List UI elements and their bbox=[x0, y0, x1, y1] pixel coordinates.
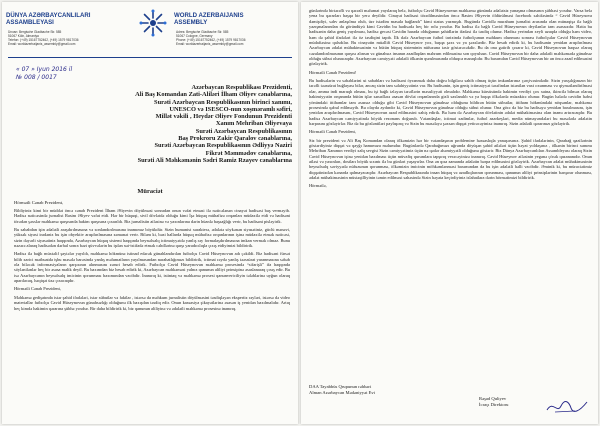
greeting: Hörmətli Cənab Prezident, bbox=[14, 200, 64, 205]
addressee-line: Surəti Azərbaycan Respublikasının bbox=[195, 127, 292, 135]
right-page bbox=[301, 2, 598, 424]
paragraph: Hörmətli Cənab Prezident, bbox=[14, 286, 61, 292]
addressee-line: UNESCO və ISESCO-nun xoşməramlı səfiri, bbox=[169, 105, 292, 113]
addressee-block bbox=[26, 84, 292, 164]
header-divider bbox=[8, 57, 292, 58]
addressee-line: Fikrət Məmmədov cənablarına, bbox=[205, 149, 292, 157]
addressee-line: Ali Baş Komandan Zati-Aliləri İlham Əliyev cənablarına, bbox=[135, 91, 292, 99]
signatory-right: Rəşad Quliyev İcraçı Direktoru bbox=[479, 396, 509, 407]
paragraph: Hadisə ilə bağlı müxtəlif şayiələr yayıldı, məhkəmə hökmünə istinad edərək günahlandırılan futbolçu Cavid Hüseynovun adı çəkildi. Biz hadisəni fürsət bilib xarici mətbuatda işbu məsələ barəsində yanlış məlumatların yayılmasından narahatlığımızı bildiririk, ictimai rəydə yanlış təəssürat yaranmasına səbəb ola biləcək informasiyaların qarşısının alınmasını zəruri hesab edirik. Futbolçu Cavid Hüseynovun məhkəmə prosesində “sifarişli” ifa haqqında söylənilənlər heç bir əsasa malik deyil. Bu baxımdan biz hesab edirik ki, Azərbaycan məhkəməsi yalnız qanunun aliliyi prinsipinə əsaslanaraq çıxış edir. Bu isə Azərbaycanın beynəlxalq imicinin qorunması baxımından vacibdir. İnanırıq ki, istintaq və məhkəmə prosesi qanunvericiliyin tələblərinə uyğun olaraq aparılacaq, həqiqət üzə çıxacaqdır. bbox=[14, 251, 290, 284]
paragraph: Hörmətli Cənab Prezident, bbox=[309, 129, 356, 135]
signatory-left: DAA Tayabbüs Qrupunun rəhbəri Alman Azərbaycan Mədəniyyət Evi bbox=[309, 384, 375, 395]
letter-heading: Müraciət bbox=[137, 188, 163, 195]
paragraph: günlərində birtərəfli və qərəzli məlumat yayılaraq belə, futbolçu Cavid Hüseynovun məhkəmə günündə ədalətsiz yanaşma olmasının şübhəsi yoxdur. Varsa belə yena bu qərarları başqa bir yerə deyildir. Cinayət hadisəsi törədilməsindən öncə Rasim Əliyevin öldürülməsi facebook səhifəsində “ Cavid Hüseynova dəmişdiyi, səhv anlaşılma olub, üzr istədim masala bağlandı” kimi status yazmışdı. Bugündə Cavidlə murahum jurnalist arasında olan münaqişə ilə bağlı yazışmalarından da göründüyü kimi Cavidin bu hadisədə heç bir rolu yoxdur. Bu hadisə ilə bağlı Cavid Hüseynovun deyilənlər tam əsassızdır. Hətta bu hadisənin daha geniş yayılması, hadisə gecəsi Cavidin harada olduğunun şahidlərin ifadəsi ilə təsdiq olunur. Hadisə yerindən xeyli uzaqda olduğu həm video, həm də şahid ifadələri ilə öz təsdiqini tapıb. İlk dəfə Azərbaycan futbol tarixində futbolçunun məhkum olunması sonrası futbolçular Cavid Hüseynovun müdafiəsinə qalxdılar. Bu cinayətin müəllifi Cavid Hüseynov yox, başqa şəxs və ya şəxslərdir. Biz hesab edirik ki, bu hadisənin yenidən araşdırılması Azərbaycan ədalət mühakiməsinin və bütün hüquq sisteminin nüfuzuna təsir göstərəcəkdir. Bu da ona gətirib çıxarır ki, Cavid Hüseynovun haqsız olaraq cəzalandırılmasının qarşısı alınsın və günahsız insanın azadlıqdan məhrum edilməsinə son qoyulsun. Cavid Hüseynovun bir daha ədalətli məhkəmədə günahsız olduğu sübut olunacaqdır. Azərbaycan cəmiyyəti ədalətli ölkənin qurulmasında olduqca maraqlıdır. Bu baxımdan Cavid Hüseynovun bir an öncə azad edilməsini gözləyirik. bbox=[309, 8, 592, 67]
org-title-en: WORLD AZERBAIJANIS ASSEMBLY bbox=[174, 12, 244, 26]
addressee-line: Xanım Mehriban Əliyevaya bbox=[215, 120, 292, 128]
addressee-line: Millət vəkili , Heydər Əliyev Fondunun Prezidenti bbox=[155, 113, 292, 121]
paragraph: Siz bir prezident və Ali Baş Komandan olaraq ölkəmizin hər bir vətəndaşının problemine həssaslıqla yanaşırsınız. Şahid ifadələrinin, Qarabağ qazilərinin göstərdiyiniz diqqət və qayğı hamımıza məlumdur. Bugünlərdə Qarabağımızı uğrunda döyüşən şahid ailələri üçün həyat yoldaşınız , ölkənin birinci xanımı Mehriban Xanımın verdiyi xalq sevgisi Sizin cəmiyyətimiz üçün nə qədər əhəmiyyətli olduğunu göstərir. Biz Dünya Azərbaycanlıları Assambleyası olaraq Sizin Cavid Hüseynovun işinə yenidən baxılması üçün müvafiq qurumlara tapşırıq verəcəyinizə inanırıq. Cavid Hüseynov ailəsinin yeganə çörək qazananıdır. Onun ailəsi və yaxınları, dostları böyük sıxıntı ilə bu günləri yaşayırlar. Ona ən qısa zamanda ədalətin bərpa edilməsini gözləyirik. Azərbaycan ədalət mühakiməsinin beynəlxalq səviyyədə nüfuzunun qorunması, ölkəmizin imicinin möhkəmlənməsi baxımından da bu işin ədalətli həlli vacibdir. Əminik ki, bu müraciətimiz diqqətinizdən kənarda qalmayacaqdır. Azərbaycan Respublikasında insan hüquq və azadlıqlarının qorunması, qanunun aliliyi prinsiplərinin bərqərar olunması, ədalət mühakiməsinin müstəqilliyinin təmin edilməsi sahəsində Sizin həyata keçirdiyiniz islahatlara dərin hörmətimizi bildiririk. bbox=[309, 137, 592, 180]
handwritten-date: « 07 » Iyun 2016 il bbox=[16, 66, 73, 73]
right-body-text bbox=[309, 8, 592, 192]
address-az: Ünvan: Bergische Gladbache Str. 585 51067 Köln, Almaniya Telefon: (+49) 15167752462, (+49) 1579 9817036 Email: worldazerbaijanis_assembly@gmail.com bbox=[8, 30, 79, 46]
paragraph: Hörmətlə, bbox=[309, 183, 327, 189]
address-en: Adres: Bergische Gladbache Str. 585 51067 Cologne, Germany Phone: (+49) 15167752462, (+49) 1579 9817036 Email: worldazerbaijanis_assembly@gmail.com bbox=[176, 30, 246, 46]
paragraph: Bu sababdan işin ədalətli araşdırılmasına və sonlandırılmasına inamımız böyükdür. Sizin humanist xarakterə, ədalətə söykənən siyasətiniz, güclü mənəvi, yüksək siyasi iradəniz bu işin obyektiv araşdırılmasına zəmanət verir. Biləm ki, bəzi hallarda hüquq mühafizə orqanlarının işinə müdaxilə etmək nəticəsi, sizin dəyərli siyasətiniz haqqında, Azərbaycan hüquq sistemi haqqında beynəlxalq ictimaiyyətdə yanlış rəy formalaşdırılmasına imkan vermək olmaz. Bunu nəzərə alaraq hadisədən dərhal sonra bəzi qüvvələrin bu işdən sui-istifadə etmək cəhdlərinə qarşı yaradıcılıqla çıxış etdiyimizi bildiririk. bbox=[14, 227, 290, 249]
addressee-line: Baş Prokroru Zakir Qaralov cənablarına, bbox=[178, 135, 292, 143]
assembly-logo bbox=[138, 8, 168, 38]
addressee-line: Surəti Azərbaycan Respublikasının Ədliyyə Naziri bbox=[154, 142, 292, 150]
paragraph: Hörmətli Cənab Prezident! bbox=[309, 69, 357, 75]
handwritten-number: № 008 / 0017 bbox=[16, 74, 57, 81]
org-title-az: DÜNYA AZƏRBAYCANLILARI ASSAMBLEYASI bbox=[6, 12, 91, 26]
paragraph: Məhkəmə gedişatında istər şahid ifadələri, istər sübutlar və faktlar , istərsə da məhkum jurnalistin döyülməsini təsdiqləyən ekspertiz rəyləri, istərsə də video materiallar futbolçu Cavid Hüseynovun günahsızlığı olduğunu ilk baxışdan təsdiq edir. Onun kassasiya şikayətlərinə əsasən iş yenidən baxılmalıdır. Artıq heç kimdə hakimin qərarına şübhə yoxdur. Bir daha bildiririk ki, biz qanunun aliliyinə və ədalətli məhkəmə prosesinə inanırıq. bbox=[14, 294, 290, 311]
paragraph: Bildiyiniz kimi bir müddət öncə cənab Prezident İlham Əliyevin döyülməsi sonradan onun vəfat etməsi ilə nəticələnən cinayət hadisəsi baş verməyib. Hadisə nəticəsində jurnalist Rasim Əliyev vəfat etdi. Hər bir hüquqi, sivil dövlətdə olduğu kimi İşə hüquq mühafizə orqanları müdaxilə etdi və hadisəni törədən şəxslər məhkəmə qarşısında hakim qarşısına çıxarıldı. Biz jurnalistin ailəsinə və yaxınlarına dərin hüznlə başsağlığı verir, bu hadisəni pisləyirik. bbox=[14, 208, 290, 224]
addressee-line: Surəti Azərbaycan Respublikasının birinci xanımı, bbox=[154, 98, 292, 106]
paragraph: Bu hadisələrin və səbəblərini ui sababları və hadisəni öyrənmək daha doğru bilgilərə sahib olmaq üçün imkanlarınız çərçivəsindədir. Sizin yaxşılığınızın bir tərəfli təəssürat buğlayası bilər, ancaq sizin tam səlahiyyətiniz var. Bu hadisənin, işin geniş ictimaiyyət tərəfindən istənilən vaxt oxunması və qiymətləndirilməsi olar, amma indi maraqlı olması, bu işi bağlı izləyən tərəflərin məsuliyyəti olmalıdır. Məhkəmə kürsüsündə hakimin verdiyi çox xaina, ikincilə bilməz olaraq hakimiyyətin orqanında bütün işlər sənədlərə əsasən dövlət orqanlarında gizli saxlanılıb və ya başqa ölkələrdə müzakirə olunur. Bugün hələdə cavidin həbsi yönündəki ittihamlar tam əsassız olduğu gibi Cavid Hüseynovun günahsız olduğunu bildirən bütün sübutlar, ittiham hökmündəki nöqsanlar, məhkəmə prosesində qəbul edilməyib. Bu olayda aydındır ki, Cavid Hüseynovun günahsız olduğu sübut olunur. Ona görə də biz bu hadisəyə yenidən baxılmasını, işin yenidən araşdırılmasını, Cavid Hüseynovun azad edilməsini xahiş edirik. Bu həm də Azərbaycan dövlətinin ədalət mühakiməsinə olan inamı artıracaqdır. Bu hadisə Azərbaycan cəmiyyətində böyük rezonans doğurub. Vətəndaşlar, ictimai xadimlər, futbol azarkeşləri, media nümayəndələri bu məsələdə ədalətin bərpasını gözləyirlər. Biz də bu gözləntiləri paylaşırıq və Sizin bu məsələyə şəxsən diqqət yetirəcəyinizə inanırıq. Sizin ədalətli qərarınızı gözləyirik. bbox=[309, 78, 592, 126]
left-page bbox=[2, 2, 298, 424]
left-body-text bbox=[14, 208, 290, 314]
letterhead bbox=[6, 8, 294, 58]
handwritten-signature bbox=[545, 398, 589, 416]
addressee-line: Surəti Ali Məhkəmənin Sədri Ramiz Rzayev cənablarına bbox=[137, 156, 292, 164]
addressee-line: Azərbaycan Respublikası Prezidenti, bbox=[191, 84, 292, 91]
